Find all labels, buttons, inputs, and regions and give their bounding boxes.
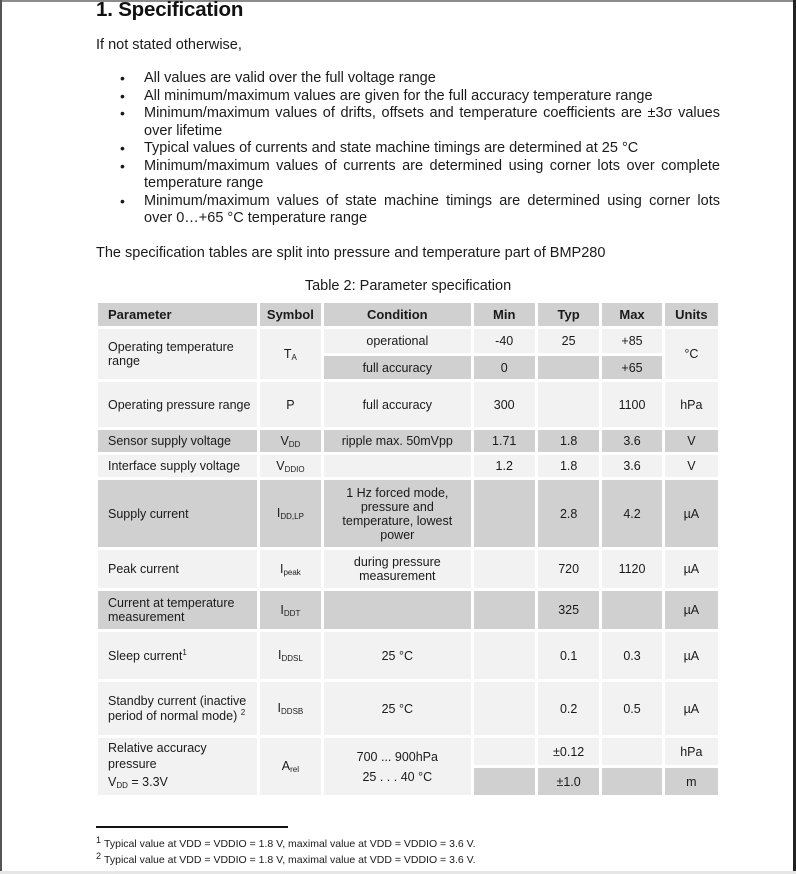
cell-units: °C bbox=[665, 329, 718, 379]
cell-min bbox=[474, 738, 535, 765]
cell-min: 1.2 bbox=[474, 455, 535, 477]
cell-typ: 2.8 bbox=[538, 480, 599, 547]
list-item: • Minimum/maximum values of drifts, offsets and temperature coefficients are ±3σ values over lifetime bbox=[120, 105, 720, 139]
cell-symbol: $I_{DDSB}$ bbox=[260, 682, 321, 735]
cell-symbol: $V_{DDIO}$ bbox=[260, 455, 321, 477]
list-item: • Minimum/maximum values of state machine timings are determined using corner lots over 0…+65 °C temperature range bbox=[120, 192, 720, 226]
footnote-ref: 1 bbox=[182, 648, 187, 657]
list-item: • All minimum/maximum values are given for the full accuracy temperature range bbox=[120, 87, 653, 104]
parameter-specification-table bbox=[95, 300, 721, 798]
cell-parameter: Operating temperature range bbox=[98, 329, 257, 379]
bullet-icon: • bbox=[120, 192, 125, 209]
cell-symbol: $V_{DD}$ bbox=[260, 430, 321, 452]
cell-symbol: $I_{DD,LP}$ bbox=[260, 480, 321, 547]
table-row bbox=[98, 329, 718, 353]
list-item: • Typical values of currents and state machine timings are determined at 25 °C bbox=[120, 140, 639, 156]
cell-max: +85 bbox=[602, 329, 661, 353]
footnote-separator bbox=[96, 826, 288, 828]
cell-condition: 700 ... 900hPa 25 . . . 40 °C bbox=[324, 738, 470, 795]
cell-symbol: $I_{DDSL}$ bbox=[260, 632, 321, 679]
cell-units: µA bbox=[665, 682, 718, 735]
footnote: 1 Typical value at VDD = VDDIO = 1.8 V, maximal value at VDD = VDDIO = 3.6 V. bbox=[96, 835, 476, 850]
cell-parameter: Sleep current$^1$ bbox=[98, 632, 257, 679]
cell-typ: 0.1 bbox=[538, 632, 599, 679]
cell-condition: operational bbox=[324, 329, 470, 353]
cell-units: µA bbox=[665, 632, 718, 679]
cell-units: hPa bbox=[665, 738, 718, 765]
cell-condition: full accuracy bbox=[324, 382, 470, 427]
cell-max bbox=[602, 738, 661, 765]
section-heading: 1. Specification bbox=[96, 0, 244, 21]
cell-typ: ±1.0 bbox=[538, 768, 599, 795]
cell-max: 3.6 bbox=[602, 455, 661, 477]
table-row bbox=[98, 738, 718, 765]
cell-units: V bbox=[665, 430, 718, 452]
table-header-row bbox=[98, 303, 718, 326]
cell-max: 0.5 bbox=[602, 682, 661, 735]
header-parameter: Parameter bbox=[98, 303, 257, 326]
cell-condition: 1 Hz forced mode, pressure and temperature, lowest power bbox=[324, 480, 470, 547]
cell-units: µA bbox=[665, 550, 718, 588]
cell-parameter: Operating pressure range bbox=[98, 382, 257, 427]
cell-typ bbox=[538, 382, 599, 427]
cell-symbol: $T_A$ bbox=[260, 329, 321, 379]
cell-min: 1.71 bbox=[474, 430, 535, 452]
footnote-ref: 2 bbox=[240, 708, 246, 717]
cell-min bbox=[474, 550, 535, 588]
cell-max: 0.3 bbox=[602, 632, 661, 679]
cell-max: 3.6 bbox=[602, 430, 661, 452]
cell-units: V bbox=[665, 455, 718, 477]
cell-min: 0 bbox=[474, 356, 535, 379]
cell-max: 1120 bbox=[602, 550, 661, 588]
page-frame-left bbox=[0, 0, 2, 874]
cell-condition: full accuracy bbox=[324, 356, 470, 379]
cell-condition: 25 °C bbox=[324, 682, 470, 735]
table-row bbox=[98, 480, 718, 547]
conditions-list bbox=[96, 70, 720, 228]
cell-max bbox=[602, 591, 661, 629]
cell-typ: 25 bbox=[538, 329, 599, 353]
table-row bbox=[98, 455, 718, 477]
cell-max bbox=[602, 768, 661, 795]
cell-min bbox=[474, 682, 535, 735]
cell-units: µA bbox=[665, 591, 718, 629]
cell-max: 1100 bbox=[602, 382, 661, 427]
bullet-icon: • bbox=[120, 87, 125, 104]
cell-condition: ripple max. 50mVpp bbox=[324, 430, 470, 452]
cell-symbol: $I_{peak}$ bbox=[260, 550, 321, 588]
header-typ: Typ bbox=[538, 303, 599, 326]
cell-units: hPa bbox=[665, 382, 718, 427]
cell-parameter: Standby current (inactive period of normal mode) $^2$ bbox=[98, 682, 257, 735]
table-row bbox=[98, 632, 718, 679]
cell-min bbox=[474, 632, 535, 679]
header-symbol: Symbol bbox=[260, 303, 321, 326]
cell-min bbox=[474, 480, 535, 547]
cell-max: 4.2 bbox=[602, 480, 661, 547]
table-row bbox=[98, 382, 718, 427]
cell-typ bbox=[538, 356, 599, 379]
cell-units: m bbox=[665, 768, 718, 795]
cell-symbol: $I_{DDT}$ bbox=[260, 591, 321, 629]
cell-typ: ±0.12 bbox=[538, 738, 599, 765]
cell-parameter: Supply current bbox=[98, 480, 257, 547]
header-max: Max bbox=[602, 303, 661, 326]
cell-max: +65 bbox=[602, 356, 661, 379]
cell-condition bbox=[324, 455, 470, 477]
cell-min bbox=[474, 591, 535, 629]
cell-condition: during pressure measurement bbox=[324, 550, 470, 588]
header-units: Units bbox=[665, 303, 718, 326]
split-note: The specification tables are split into pressure and temperature part of BMP280 bbox=[96, 245, 606, 261]
cell-units: µA bbox=[665, 480, 718, 547]
footnote: 2 Typical value at VDD = VDDIO = 1.8 V, maximal value at VDD = VDDIO = 3.6 V. bbox=[96, 851, 476, 866]
list-item: • Minimum/maximum values of currents are determined using corner lots over complete temperature range bbox=[120, 157, 720, 191]
cell-min: -40 bbox=[474, 329, 535, 353]
cell-typ: 1.8 bbox=[538, 430, 599, 452]
header-min: Min bbox=[474, 303, 535, 326]
bullet-icon: • bbox=[120, 70, 125, 86]
cell-parameter: Interface supply voltage bbox=[98, 455, 257, 477]
cell-min: 300 bbox=[474, 382, 535, 427]
intro-text: If not stated otherwise, bbox=[96, 37, 242, 53]
cell-typ: 325 bbox=[538, 591, 599, 629]
header-condition: Condition bbox=[324, 303, 470, 326]
cell-typ: 0.2 bbox=[538, 682, 599, 735]
cell-symbol: $A_{rel}$ bbox=[260, 738, 321, 795]
bullet-icon: • bbox=[120, 140, 125, 156]
table-row bbox=[98, 682, 718, 735]
cell-parameter: Sensor supply voltage bbox=[98, 430, 257, 452]
cell-condition bbox=[324, 591, 470, 629]
cell-parameter: Peak current bbox=[98, 550, 257, 588]
list-item: • All values are valid over the full voltage range bbox=[120, 70, 436, 86]
table-row bbox=[98, 430, 718, 452]
table-row bbox=[98, 591, 718, 629]
cell-typ: 1.8 bbox=[538, 455, 599, 477]
cell-parameter: Current at temperature measurement bbox=[98, 591, 257, 629]
cell-min bbox=[474, 768, 535, 795]
cell-typ: 720 bbox=[538, 550, 599, 588]
cell-symbol: P bbox=[260, 382, 321, 427]
bullet-icon: • bbox=[120, 105, 125, 121]
cell-condition: 25 °C bbox=[324, 632, 470, 679]
cell-parameter: Relative accuracy pressure $V_{DD} = 3.3V$ bbox=[98, 738, 257, 795]
bullet-icon: • bbox=[120, 157, 125, 174]
table-caption: Table 2: Parameter specification bbox=[304, 278, 512, 294]
table-row bbox=[98, 550, 718, 588]
